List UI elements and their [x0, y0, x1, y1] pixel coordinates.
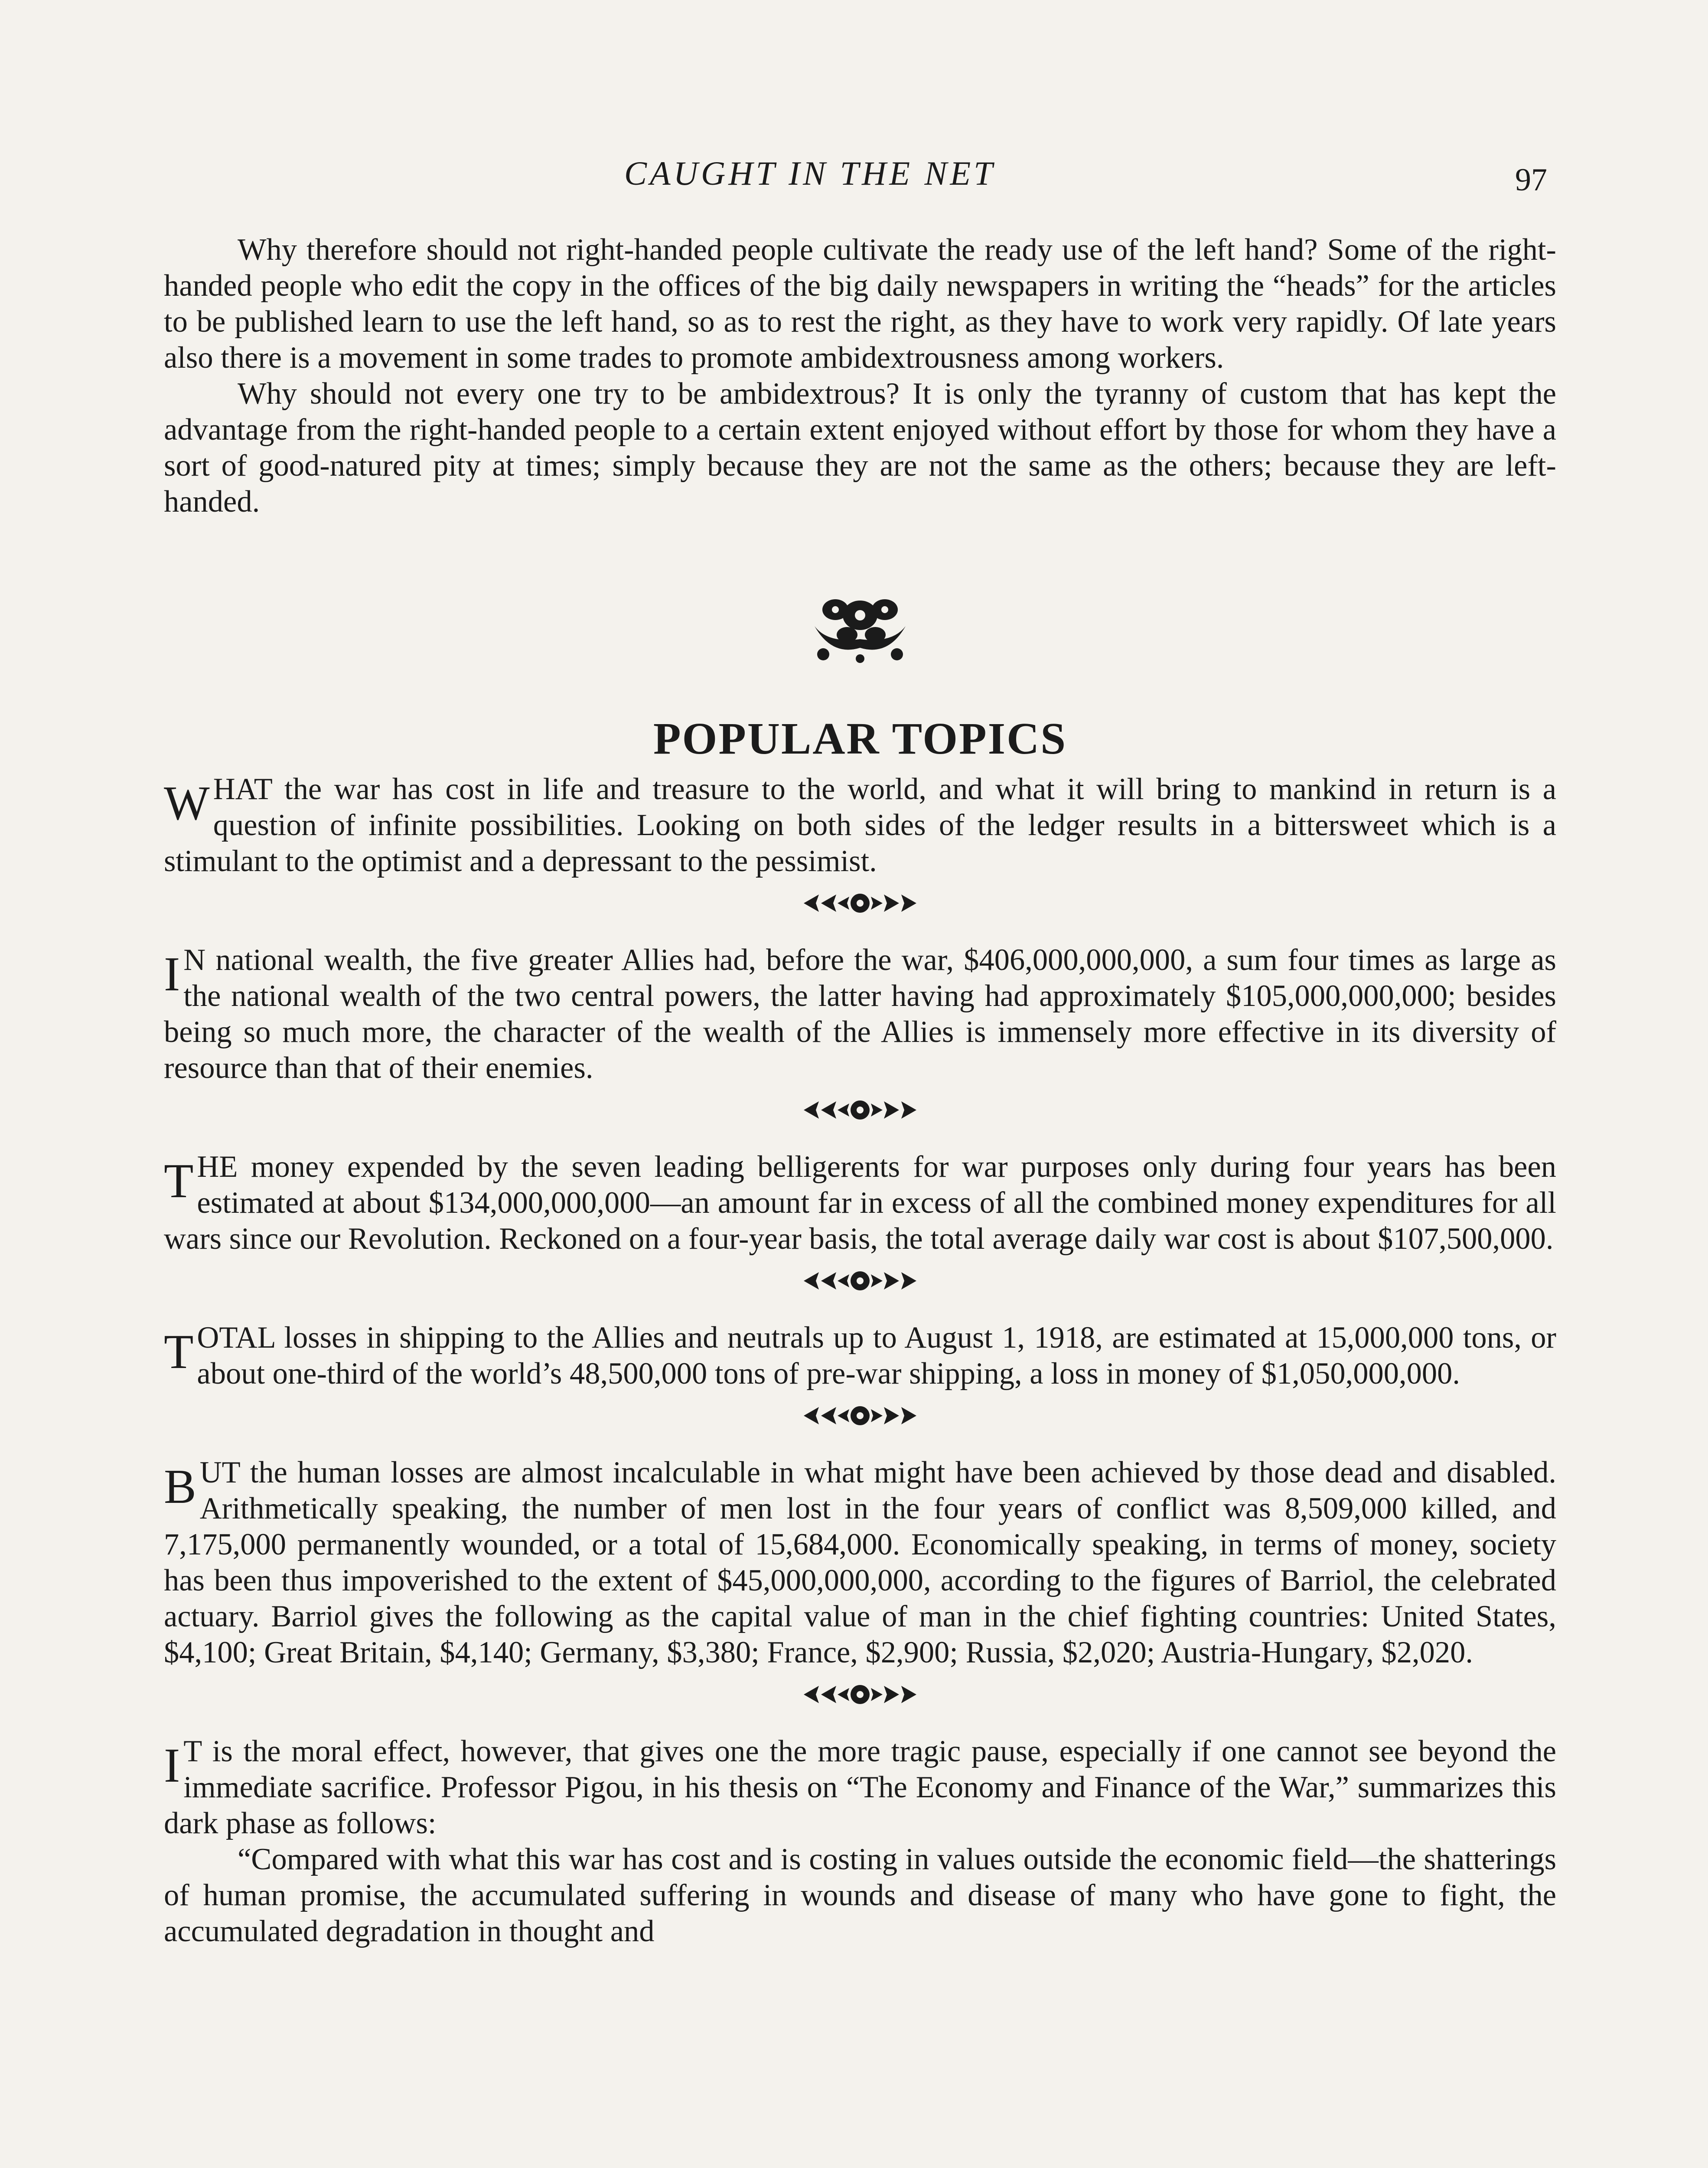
drop-cap: I	[164, 947, 180, 1001]
divider-ornament-icon	[795, 1095, 925, 1125]
page-header	[0, 154, 1708, 206]
topic-item-4	[164, 1320, 1556, 1392]
topic-text: the war has cost in life and treasure to the world, and what it will bring to mankind in return is a question of infinite possibilities. Looking on both sides of the ledger results in a bittersweet which is a stimulant to the optimist and a depressant to the pessimist.	[164, 772, 1556, 878]
topic-item-6	[164, 1734, 1556, 1949]
topic-text: national wealth, the five greater Allies had, before the war, $406,000,000,000, a sum four times as large as the national wealth of the two central powers, the latter having had approximately $105,000,000,000; besides being so much more, the character of the wealth of the Allies is immensely more effective in its diversity of resource than that of their enemies.	[164, 943, 1556, 1085]
page-content	[164, 232, 1556, 1949]
divider-ornament-icon	[795, 1679, 925, 1710]
topic-text: is the moral effect, however, that gives one the more tragic pause, especially if one cannot see beyond the immediate sacrifice. Professor Pigou, in his thesis on “The Economy and Finance of the War,” summarizes this dark phase as follows:	[164, 1734, 1556, 1840]
topic-item-1	[164, 771, 1556, 879]
floral-ornament-icon	[806, 583, 914, 665]
intro-paragraph-2: Why should not every one try to be ambidextrous? It is only the tyranny of custom that has kept the advantage from the right-handed people to a certain extent enjoyed without effort by those for whom they have a sort of good-natured pity at times; simply because they are not the same as the others; because they are left-handed.	[164, 377, 1556, 519]
drop-cap: T	[164, 1154, 194, 1208]
topic-text: losses in shipping to the Allies and neutrals up to August 1, 1918, are estimated at 15,000,000 tons, or about one-third of the world’s 48,500,000 tons of pre-war shipping, a loss in money of $1,050,000,000.	[197, 1321, 1556, 1391]
topic-item-5	[164, 1455, 1556, 1671]
topic-item-2	[164, 942, 1556, 1086]
drop-cap: B	[164, 1460, 196, 1514]
lead-word: UT	[199, 1456, 240, 1489]
running-head: CAUGHT IN THE NET	[624, 154, 996, 192]
drop-cap: I	[164, 1739, 180, 1793]
topic-text: the human losses are almost incalculable in what might have been achieved by those dead and disabled. Arithmetically speaking, the number of men lost in the four years of conflict was 8,509,000 killed, and 7,175,000 permanently wounded, or a total of 15,684,000. Economically speaking, in terms of money, society has been thus impoverished to the extent of $45,000,000,000, according to the figures of Barriol, the celebrated actuary. Barriol gives the following as the capital value of man in the chief fighting countries: United States, $4,100; Great Britain, $4,140; Germany, $3,380; France, $2,900; Russia, $2,020; Austria-Hungary, $2,020.	[164, 1456, 1556, 1669]
quotation-paragraph: “Compared with what this war has cost and is costing in values outside the economic field—the shatterings of human promise, the accumulated suffering in wounds and disease of many who have gone to fight, the accumulated degradation in thought and	[164, 1842, 1556, 1948]
section-title: POPULAR TOPICS	[653, 714, 1067, 764]
lead-word: OTAL	[197, 1321, 275, 1355]
lead-word: T	[183, 1734, 202, 1768]
drop-cap: W	[164, 777, 210, 830]
topic-text: money expended by the seven leading belligerents for war purposes only during four years has been estimated at about $134,000,000,000—an amount far in excess of all the combined money expenditures for all wars since our Revolution. Reckoned on a four-year basis, the total average daily war cost is about $107,500,000.	[164, 1150, 1556, 1256]
page-number: 97	[1515, 162, 1547, 198]
divider-ornament-icon	[795, 1266, 925, 1296]
drop-cap: T	[164, 1325, 194, 1379]
divider-ornament-icon	[795, 1401, 925, 1431]
lead-word: N	[183, 943, 206, 977]
intro-paragraph-1: Why therefore should not right-handed people cultivate the ready use of the left hand? Some of the right-handed people who edit the copy in the offices of the big daily newspapers in writing the “heads” for the articles to be published learn to use the left hand, so as to rest the right, as they have to work very rapidly. Of late years also there is a movement in some trades to promote ambidextrousness among workers.	[164, 233, 1556, 375]
divider-ornament-icon	[795, 888, 925, 918]
lead-word: HAT	[213, 772, 272, 806]
topic-item-3	[164, 1149, 1556, 1257]
lead-word: HE	[197, 1150, 238, 1184]
